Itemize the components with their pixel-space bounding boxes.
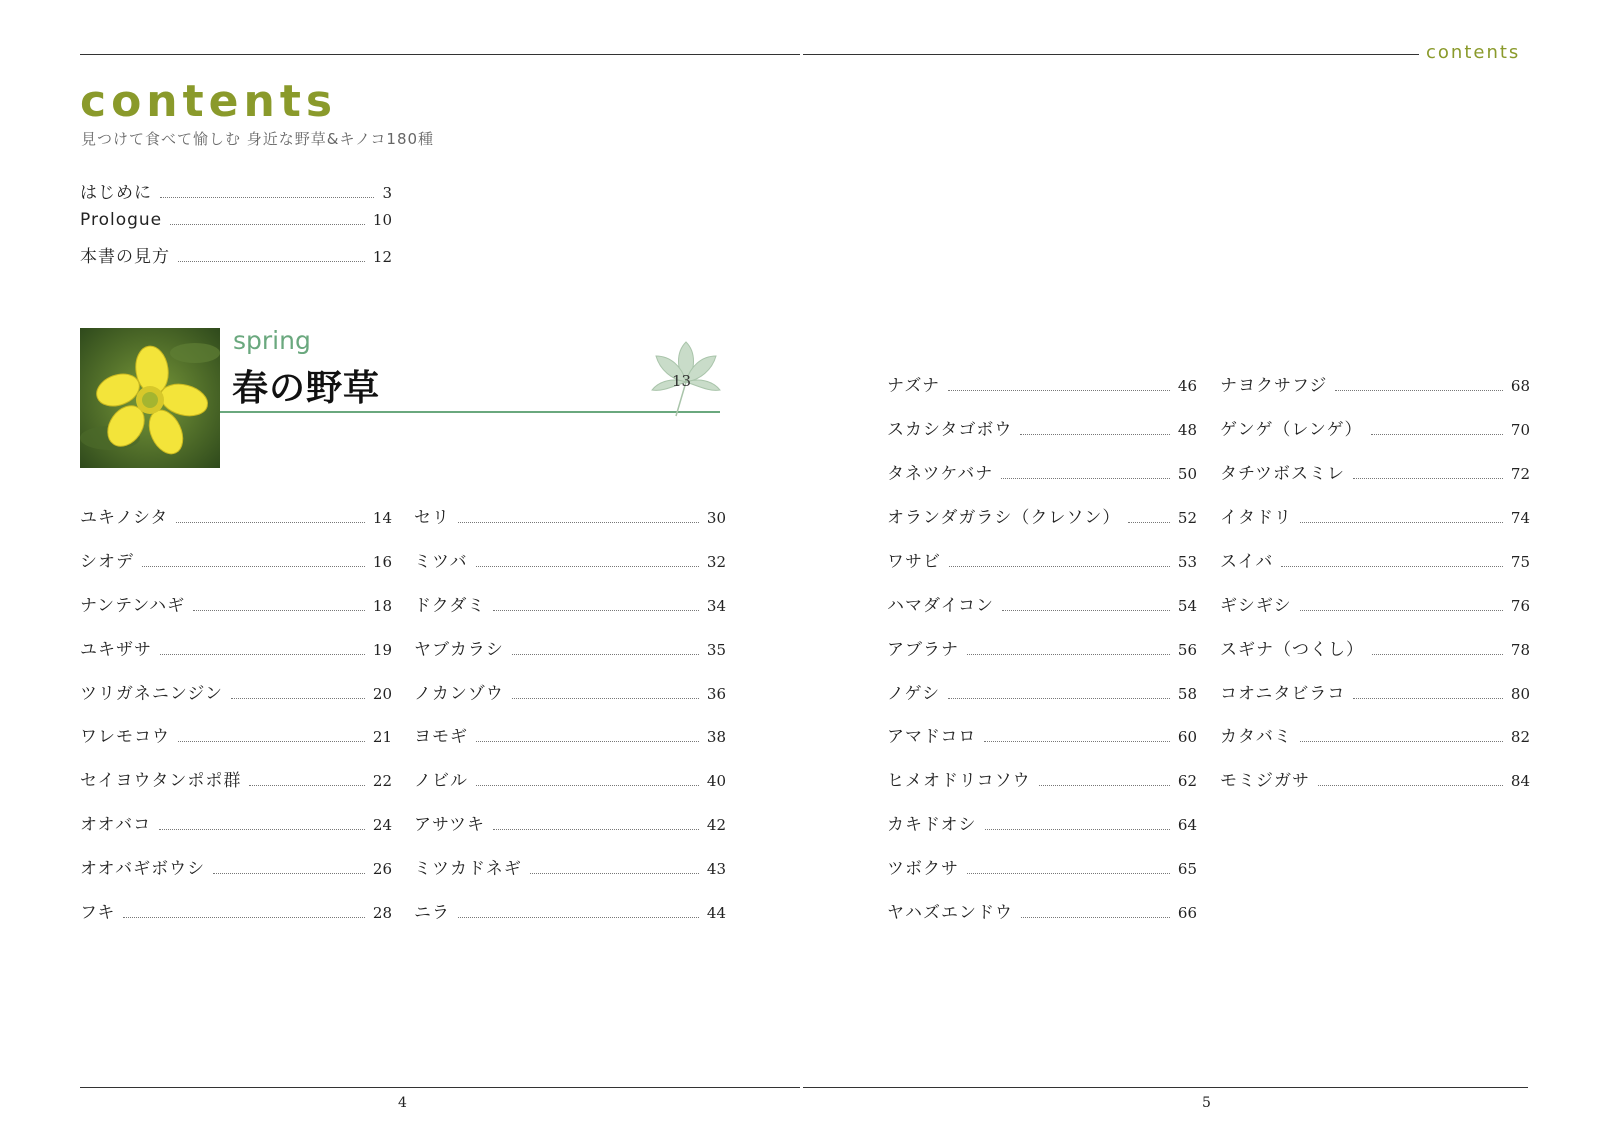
toc-entry-page: 16: [372, 553, 392, 571]
toc-entry[interactable]: [887, 635, 1197, 661]
toc-entry-label: ツリガネニンジン: [80, 684, 223, 704]
leader-dots: [178, 261, 365, 262]
toc-entry[interactable]: [414, 766, 726, 792]
leader-dots: [512, 654, 699, 655]
toc-entry-label: ユキノシタ: [80, 508, 169, 528]
leader-dots: [512, 698, 699, 699]
toc-entry[interactable]: [414, 810, 726, 836]
toc-entry[interactable]: [887, 722, 1197, 748]
toc-entry[interactable]: [1220, 459, 1530, 485]
toc-entry-page: 14: [372, 509, 392, 527]
leader-dots: [160, 654, 365, 655]
toc-entry-label: ナヨクサフジ: [1220, 376, 1328, 396]
toc-entry[interactable]: [414, 854, 726, 880]
toc-entry[interactable]: [887, 810, 1197, 836]
leader-dots: [1353, 698, 1503, 699]
toc-entry-page: 44: [706, 904, 726, 922]
toc-entry-label: タネツケバナ: [887, 464, 994, 484]
toc-entry-page: 74: [1510, 509, 1530, 527]
leader-dots: [493, 829, 699, 830]
toc-entry-label: ヨモギ: [414, 727, 468, 747]
toc-entry[interactable]: [414, 679, 726, 705]
toc-entry-page: 35: [706, 641, 726, 659]
toc-entry[interactable]: [887, 766, 1197, 792]
toc-entry-page: 40: [706, 772, 726, 790]
toc-entry-label: ヤブカラシ: [414, 640, 504, 660]
toc-entry-label: スイバ: [1220, 552, 1274, 572]
toc-entry-page: 48: [1177, 421, 1197, 439]
running-head: contents: [1426, 42, 1521, 63]
toc-entry-page: 54: [1177, 597, 1197, 615]
toc-entry-page: 72: [1510, 465, 1530, 483]
leader-dots: [948, 390, 1170, 391]
toc-entry-label: はじめに: [80, 183, 152, 203]
toc-entry-label: フキ: [80, 903, 116, 923]
toc-entry[interactable]: [414, 722, 726, 748]
toc-entry[interactable]: [1220, 415, 1530, 441]
toc-entry-label: ゲンゲ（レンゲ）: [1220, 420, 1363, 440]
toc-entry-label: オオバギボウシ: [80, 859, 206, 879]
toc-entry-label: ナズナ: [887, 376, 940, 396]
leader-dots: [984, 741, 1170, 742]
toc-entry[interactable]: [80, 178, 392, 204]
leader-dots: [159, 829, 365, 830]
toc-entry[interactable]: [80, 547, 392, 573]
toc-entry-label: ハマダイコン: [887, 596, 994, 616]
section-page-number: 13: [672, 372, 692, 390]
leader-dots: [231, 698, 365, 699]
toc-entry[interactable]: [80, 854, 392, 880]
toc-entry[interactable]: [1220, 371, 1530, 397]
toc-entry-page: 30: [706, 509, 726, 527]
toc-entry-page: 22: [372, 772, 392, 790]
toc-entry-label: ノゲシ: [887, 684, 941, 704]
toc-entry-label: ヤハズエンドウ: [887, 903, 1013, 923]
toc-entry-page: 53: [1177, 553, 1197, 571]
leader-dots: [1372, 654, 1503, 655]
toc-entry-page: 42: [706, 816, 726, 834]
section-underline: [220, 411, 720, 413]
section-title: 春の野草: [232, 368, 381, 409]
toc-entry-label: ニラ: [414, 903, 450, 923]
toc-entry-label: ノカンゾウ: [414, 684, 504, 704]
toc-entry-label: アマドコロ: [887, 727, 977, 747]
bottom-rule-left: [80, 1087, 800, 1088]
page-title: contents: [80, 76, 338, 127]
leader-dots: [1353, 478, 1503, 479]
toc-entry-page: 82: [1510, 728, 1530, 746]
toc-entry-label: Prologue: [80, 210, 163, 230]
toc-entry[interactable]: [80, 242, 392, 268]
folio-left: 4: [398, 1095, 407, 1111]
leader-dots: [160, 197, 374, 198]
toc-entry-page: 3: [382, 184, 392, 202]
toc-entry[interactable]: [887, 503, 1197, 529]
toc-entry-label: ワレモコウ: [80, 727, 170, 747]
toc-entry-page: 26: [372, 860, 392, 878]
leader-dots: [1039, 785, 1170, 786]
toc-entry[interactable]: [414, 635, 726, 661]
leader-dots: [1318, 785, 1503, 786]
toc-entry-label: アサツキ: [414, 815, 485, 835]
leader-dots: [948, 698, 1170, 699]
toc-entry-label: シオデ: [80, 552, 134, 572]
leader-dots: [1128, 522, 1170, 523]
toc-entry-label: イタドリ: [1220, 508, 1292, 528]
toc-entry-page: 62: [1177, 772, 1197, 790]
toc-entry-page: 65: [1177, 860, 1197, 878]
leader-dots: [213, 873, 365, 874]
toc-entry[interactable]: [1220, 547, 1530, 573]
buttercup-image: [80, 328, 220, 468]
leader-dots: [967, 873, 1170, 874]
toc-entry-label: スギナ（つくし）: [1220, 640, 1364, 660]
toc-entry[interactable]: [887, 898, 1197, 924]
leader-dots: [1281, 566, 1503, 567]
toc-entry-label: ワサビ: [887, 552, 941, 572]
toc-entry-label: ユキザサ: [80, 640, 152, 660]
leader-dots: [1371, 434, 1503, 435]
toc-entry[interactable]: [887, 679, 1197, 705]
toc-entry-page: 10: [372, 211, 392, 229]
toc-entry-page: 70: [1510, 421, 1530, 439]
top-rule-right: [803, 54, 1419, 55]
leader-dots: [458, 917, 699, 918]
toc-entry-label: セイヨウタンポポ群: [80, 771, 242, 791]
toc-entry[interactable]: [1220, 766, 1530, 792]
toc-entry[interactable]: [1220, 503, 1530, 529]
leader-dots: [1300, 522, 1503, 523]
book-subtitle: 見つけて食べて愉しむ 身近な野草&キノコ180種: [81, 130, 435, 148]
toc-entry-label: スカシタゴボウ: [887, 420, 1013, 440]
toc-entry-label: カタバミ: [1220, 727, 1292, 747]
toc-entry-page: 46: [1177, 377, 1197, 395]
toc-entry-label: タチツボスミレ: [1220, 464, 1345, 484]
toc-entry[interactable]: [80, 591, 392, 617]
toc-entry-page: 56: [1177, 641, 1197, 659]
toc-entry-page: 20: [372, 685, 392, 703]
toc-entry-label: セリ: [414, 508, 450, 528]
toc-entry[interactable]: [887, 415, 1197, 441]
toc-entry-page: 64: [1177, 816, 1197, 834]
leader-dots: [142, 566, 365, 567]
toc-entry-page: 38: [706, 728, 726, 746]
toc-entry[interactable]: [1220, 679, 1530, 705]
toc-entry-page: 18: [372, 597, 392, 615]
toc-entry-page: 52: [1177, 509, 1197, 527]
toc-entry-label: ナンテンハギ: [80, 596, 186, 616]
toc-entry-label: ギシギシ: [1220, 596, 1292, 616]
leader-dots: [1020, 434, 1170, 435]
toc-entry[interactable]: [80, 810, 392, 836]
toc-entry-label: コオニタビラコ: [1220, 684, 1346, 704]
leader-dots: [458, 522, 699, 523]
leader-dots: [170, 224, 365, 225]
leader-dots: [1300, 741, 1503, 742]
toc-entry-label: モミジガサ: [1220, 771, 1310, 791]
toc-entry-label: ミツカドネギ: [414, 859, 522, 879]
toc-entry[interactable]: [80, 898, 392, 924]
toc-entry-label: ドクダミ: [414, 596, 486, 616]
toc-entry-page: 76: [1510, 597, 1530, 615]
toc-entry-label: ミツバ: [414, 552, 468, 572]
toc-entry-page: 24: [372, 816, 392, 834]
leader-dots: [949, 566, 1170, 567]
top-rule-left: [80, 54, 800, 55]
toc-entry-page: 50: [1177, 465, 1197, 483]
toc-entry-page: 12: [372, 248, 392, 266]
bottom-rule-right: [803, 1087, 1528, 1088]
toc-entry-page: 36: [706, 685, 726, 703]
toc-entry[interactable]: [887, 854, 1197, 880]
season-label-en: spring: [233, 326, 311, 355]
leader-dots: [178, 741, 365, 742]
toc-entry-page: 60: [1177, 728, 1197, 746]
toc-entry-page: 84: [1510, 772, 1530, 790]
toc-entry-page: 78: [1510, 641, 1530, 659]
toc-entry[interactable]: [80, 635, 392, 661]
toc-entry-page: 32: [706, 553, 726, 571]
leader-dots: [493, 610, 699, 611]
toc-entry[interactable]: [414, 591, 726, 617]
leader-dots: [967, 654, 1170, 655]
toc-entry[interactable]: [887, 591, 1197, 617]
leader-dots: [530, 873, 699, 874]
toc-entry-label: オランダガラシ（クレソン）: [887, 508, 1121, 528]
leader-dots: [476, 785, 699, 786]
toc-entry-page: 19: [372, 641, 392, 659]
toc-entry-page: 75: [1510, 553, 1530, 571]
toc-entry-label: ノビル: [414, 771, 468, 791]
toc-entry-page: 34: [706, 597, 726, 615]
toc-entry[interactable]: [1220, 591, 1530, 617]
toc-entry-label: ヒメオドリコソウ: [887, 771, 1031, 791]
leader-dots: [1001, 478, 1170, 479]
toc-entry[interactable]: [414, 547, 726, 573]
toc-entry[interactable]: [80, 766, 392, 792]
leader-dots: [176, 522, 365, 523]
toc-entry-label: アブラナ: [887, 640, 959, 660]
toc-entry-page: 43: [706, 860, 726, 878]
toc-entry-label: オオバコ: [80, 815, 152, 835]
leader-dots: [476, 566, 699, 567]
toc-entry-label: ツボクサ: [887, 859, 959, 879]
leader-dots: [123, 917, 365, 918]
folio-right: 5: [1202, 1095, 1211, 1111]
toc-entry-page: 58: [1177, 685, 1197, 703]
toc-entry-label: カキドオシ: [887, 815, 977, 835]
toc-entry-page: 66: [1177, 904, 1197, 922]
toc-entry[interactable]: [80, 722, 392, 748]
toc-entry-label: 本書の見方: [80, 247, 170, 267]
toc-entry[interactable]: [887, 547, 1197, 573]
leader-dots: [1021, 917, 1170, 918]
toc-entry-page: 28: [372, 904, 392, 922]
leader-dots: [1300, 610, 1503, 611]
leader-dots: [985, 829, 1170, 830]
toc-entry[interactable]: [414, 898, 726, 924]
leader-dots: [193, 610, 365, 611]
toc-entry-page: 21: [372, 728, 392, 746]
toc-entry[interactable]: [887, 371, 1197, 397]
leader-dots: [1002, 610, 1170, 611]
toc-entry-page: 80: [1510, 685, 1530, 703]
toc-entry-page: 68: [1510, 377, 1530, 395]
leader-dots: [249, 785, 365, 786]
toc-entry[interactable]: [1220, 722, 1530, 748]
flower-photo: [80, 328, 220, 468]
toc-entry[interactable]: [414, 503, 726, 529]
leader-dots: [476, 741, 699, 742]
toc-entry[interactable]: [80, 679, 392, 705]
toc-entry[interactable]: [80, 503, 392, 529]
toc-entry[interactable]: [887, 459, 1197, 485]
leader-dots: [1335, 390, 1503, 391]
toc-entry[interactable]: [80, 210, 392, 236]
toc-entry[interactable]: [1220, 635, 1530, 661]
